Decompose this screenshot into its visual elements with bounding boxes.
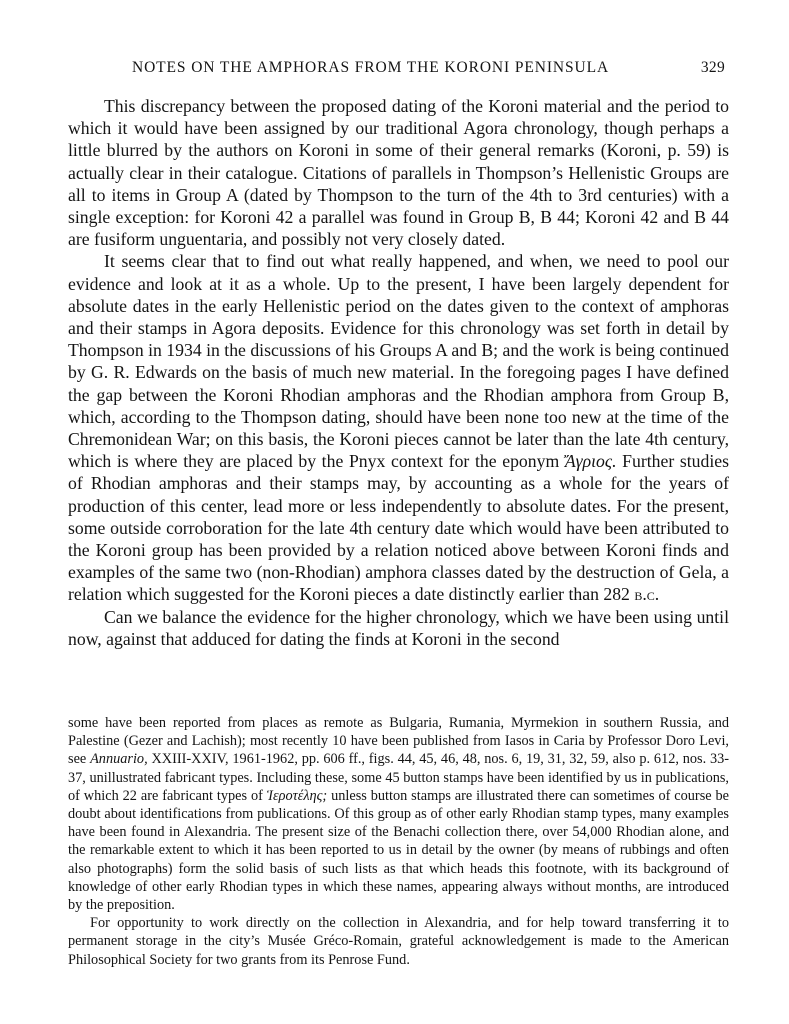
paragraph-2 (68, 250, 729, 605)
footnote-journal: Annuario, (90, 751, 148, 768)
footnote-greek-name: Ἱεροτέλης; (266, 787, 328, 804)
footnotes (68, 714, 729, 969)
page-number: 329 (700, 59, 725, 76)
footnote-acknowledgement: For opportunity to work directly on the collection in Alexandria, and for help toward transferring it to permanent storage in the city’s Musée Gréco-Romain, grateful acknowledgement is made to the American Philosophical Society for two grants from its Penrose Fund. (68, 915, 729, 968)
footnote-continuation (68, 714, 729, 914)
footnote-text-c: unless button stamps are illustrated there can sometimes of course be doubt about identifications from publications. Of this group as of other early Rhodian stamp types, many examples have been found in Alexandria. The present size of the Benachi collection there, over 54,000 Rhodian alone, and the remarkable extent to which it has been reported to us in detail by the owner (by means of rubbings and often also photographs) form the solid basis of such lists as that which heads this footnote, with its background of knowledge of other early Rhodian types in which these names, appearing always without months, are introduced by the preposition. (68, 787, 730, 914)
footnote-text-a: some have been reported from places as remote as Bulgaria, Rumania, Myrmekion in southern Russia, and Palestine (Gezer and Lachish); most recently 10 have been published from Iasos in Caria by Professor Doro Levi, see (68, 715, 729, 768)
paragraph-1: This discrepancy between the proposed dating of the Koroni material and the period to which it would have been assigned by our traditional Agora chronology, though perhaps a little blurred by the authors on Koroni in some of their general remarks (Koroni, p. 59) is actually clear in their catalogue. Citations of parallels in Thompson’s Hellenistic Groups are all to items in Group A (dated by Thompson to the turn of the 4th to 3rd centuries) with a single exception: for Koroni 42 a parallel was found in Group B, B 44; Koroni 42 and B 44 are fusiform unguentaria, and possibly not very closely dated. (68, 96, 729, 250)
running-header (132, 59, 725, 81)
paragraph-2-text-a: It seems clear that to find out what really happened, and when, we need to pool our evidence and look at it as a whole. Up to the present, I have been largely dependent for absolute dates in the early Hellenistic period on the dates given to the context of amphoras and their stamps in Agora deposits. Evidence for this chronology was set forth in detail by Thompson in 1934 in the discussions of his Groups A and B; and the work is being continued by G. R. Edwards on the basis of much new material. In the foregoing pages I have defined the gap between the Koroni Rhodian amphoras and the Rhodian amphora from Group B, which, according to the Thompson dating, should have been none too new at the time of the Chremonidean War; on this basis, the Koroni pieces cannot be later than the late 4th century, which is where they are placed by the Pnyx context for the eponym (68, 251, 729, 472)
paragraph-3: Can we balance the evidence for the higher chronology, which we have been using until now, against that adduced for dating the finds at Koroni in the second (68, 606, 729, 649)
bc-abbrev: b.c. (634, 584, 660, 605)
running-title: NOTES ON THE AMPHORAS FROM THE KORONI PENINSULA (132, 59, 610, 76)
greek-eponym: Ἄγριος. (564, 451, 617, 472)
footnote-text-b: XXIII-XXIV, 1961-1962, pp. 606 ff., figs. 44, 45, 46, 48, nos. 6, 19, 31, 32, 59, also p. 612, nos. 33-37, unillustrated fabricant types. Including these, some 45 button stamps have been identified by us in publications, of which 22 are fabricant types of (68, 751, 730, 804)
paragraph-2-text-b: Further studies of Rhodian amphoras and their stamps may, by accounting as a whole for the years of production of this center, lead more or less independently to absolute dates. For the present, some outside corroboration for the late 4th century date which would have been attributed to the Koroni group has been provided by a relation noticed above between Koroni finds and examples of the same two (non-Rhodian) amphora classes dated by the destruction of Gela, a relation which suggested for the Koroni pieces a date distinctly earlier than 282 (68, 451, 730, 605)
main-text (68, 95, 729, 650)
